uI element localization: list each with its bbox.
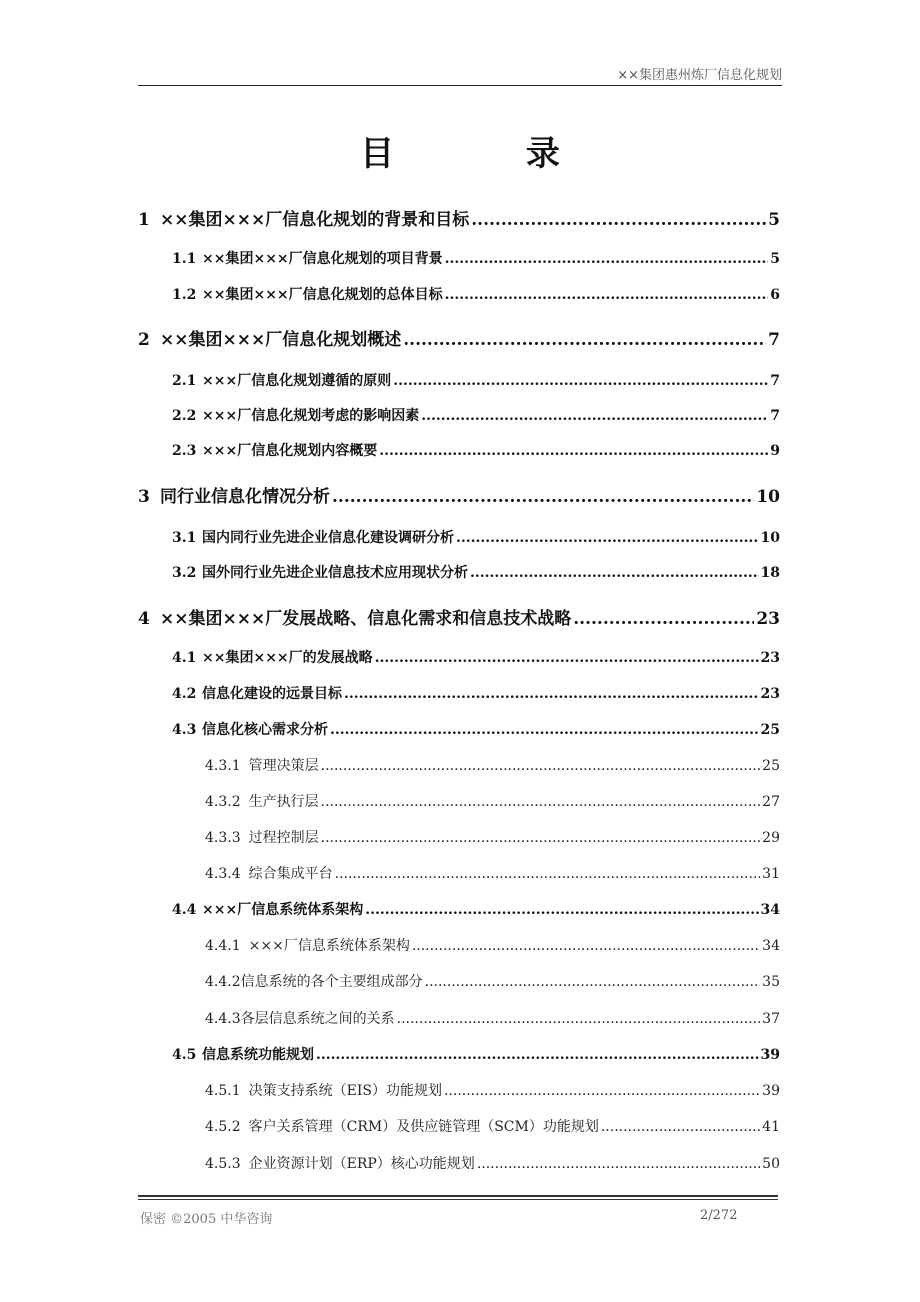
toc-entry-page-number: 27	[762, 794, 780, 810]
toc-entry-number: 2.1	[172, 373, 197, 389]
toc-entry-title: 企业资源计划（ERP）核心功能规划	[248, 1156, 475, 1172]
toc-entry[interactable]	[172, 1044, 780, 1064]
toc-entry-title: ××集团×××厂信息化规划的总体目标	[202, 287, 443, 303]
toc-entry-number: 1	[138, 210, 150, 230]
toc-entry-page-number: 9	[770, 443, 780, 459]
toc-dot-leader	[470, 565, 759, 581]
toc-entry-page-number: 50	[762, 1156, 780, 1172]
toc-entry-page-number: 35	[762, 974, 780, 990]
toc-dot-leader	[344, 686, 759, 702]
toc-entry-title: 决策支持系统（EIS）功能规划	[248, 1083, 442, 1099]
toc-dot-leader	[444, 1083, 760, 1099]
toc-dot-leader	[471, 210, 766, 230]
toc-dot-leader	[321, 794, 761, 810]
toc-entry-page-number: 6	[770, 287, 780, 303]
toc-entry-number: 4.3.4	[205, 866, 241, 882]
toc-entry-title: 信息系统的各个主要组成部分	[240, 974, 423, 990]
toc-entry[interactable]	[172, 683, 780, 703]
toc-entry-title: 生产执行层	[248, 794, 319, 810]
toc-title: 目 录	[360, 134, 620, 174]
header-divider	[138, 85, 782, 86]
toc-dot-leader	[412, 938, 760, 954]
toc-dot-leader	[397, 1011, 761, 1027]
toc-entry-number: 2.2	[172, 408, 197, 424]
toc-entry-title: 国外同行业先进企业信息技术应用现状分析	[202, 565, 468, 581]
toc-entry[interactable]	[172, 899, 780, 919]
toc-entry-title: ×××厂信息化规划遵循的原则	[202, 373, 392, 389]
toc-entry[interactable]	[205, 863, 780, 883]
toc-entry-title: 信息化核心需求分析	[202, 722, 328, 738]
toc-entry-number: 3.2	[172, 565, 197, 581]
footer-divider-thin	[138, 1199, 778, 1200]
toc-entry[interactable]	[138, 604, 780, 629]
toc-entry-title: 各层信息系统之间的关系	[240, 1011, 395, 1027]
toc-entry-number: 4.4.3	[205, 1011, 241, 1027]
toc-entry-number: 4.3.1	[205, 758, 241, 774]
toc-entry-number: 4	[138, 609, 150, 629]
toc-entry[interactable]	[172, 719, 780, 739]
toc-dot-leader	[321, 830, 761, 846]
toc-entry-page-number: 29	[762, 830, 780, 846]
toc-entry-page-number: 23	[760, 686, 780, 702]
toc-entry[interactable]	[205, 827, 780, 847]
toc-entry-number: 4.5.2	[205, 1119, 241, 1135]
toc-entry[interactable]	[172, 405, 780, 425]
toc-entry[interactable]	[205, 755, 780, 775]
toc-entry[interactable]	[172, 248, 780, 268]
toc-entry-page-number: 10	[760, 530, 780, 546]
toc-entry-page-number: 10	[756, 487, 780, 507]
toc-entry-page-number: 18	[760, 565, 780, 581]
toc-entry-number: 4.3	[172, 722, 197, 738]
toc-entry-page-number: 37	[762, 1011, 780, 1027]
toc-entry-page-number: 5	[770, 251, 780, 267]
header-title: ××集团惠州炼厂信息化规划	[617, 68, 782, 83]
toc-entry-title: ×××厂信息系统体系架构	[202, 902, 364, 918]
toc-dot-leader	[375, 650, 759, 666]
toc-entry-title: 信息化建设的远景目标	[202, 686, 342, 702]
toc-entry[interactable]	[172, 284, 780, 304]
toc-entry-number: 4.3.3	[205, 830, 241, 846]
toc-entry-number: 4.4	[172, 902, 197, 918]
toc-entry-title: 信息系统功能规划	[202, 1047, 314, 1063]
toc-entry-number: 4.4.1	[205, 938, 241, 954]
toc-dot-leader	[421, 408, 768, 424]
toc-entry[interactable]	[172, 647, 780, 667]
toc-entry[interactable]	[172, 440, 780, 460]
toc-dot-leader	[335, 866, 761, 882]
toc-entry[interactable]	[172, 527, 780, 547]
toc-entry-title: ××集团×××厂信息化规划概述	[160, 330, 402, 350]
toc-entry-number: 3	[138, 487, 150, 507]
toc-dot-leader	[332, 487, 754, 507]
toc-entry-title: 综合集成平台	[248, 866, 333, 882]
toc-dot-leader	[321, 758, 761, 774]
toc-entry-number: 1.1	[172, 251, 197, 267]
toc-entry-page-number: 39	[762, 1083, 780, 1099]
toc-dot-leader	[330, 722, 759, 738]
toc-dot-leader	[316, 1047, 759, 1063]
toc-entry-page-number: 39	[760, 1047, 780, 1063]
toc-entry-page-number: 25	[762, 758, 780, 774]
toc-entry-page-number: 7	[768, 330, 780, 350]
toc-entry-title: ××集团×××厂信息化规划的背景和目标	[160, 210, 470, 230]
toc-entry-title: 国内同行业先进企业信息化建设调研分析	[202, 530, 454, 546]
toc-entry-title: ××集团×××厂发展战略、信息化需求和信息技术战略	[160, 609, 572, 629]
toc-dot-leader	[445, 287, 769, 303]
toc-entry[interactable]	[205, 1116, 780, 1136]
toc-entry[interactable]	[172, 370, 780, 390]
footer-confidential-note: 保密 ©2005 中华咨询	[140, 1212, 273, 1227]
toc-entry-title: ××集团×××厂的发展战略	[202, 650, 373, 666]
toc-entry-page-number: 7	[770, 373, 780, 389]
toc-entry-page-number: 25	[760, 722, 780, 738]
toc-entry-page-number: 31	[762, 866, 780, 882]
footer-divider-thick	[138, 1195, 778, 1197]
toc-dot-leader	[477, 1156, 760, 1172]
toc-entry[interactable]	[205, 971, 780, 991]
toc-entry[interactable]	[172, 562, 780, 582]
toc-entry[interactable]	[138, 325, 780, 350]
toc-dot-leader	[365, 902, 758, 918]
toc-entry-page-number: 34	[760, 902, 780, 918]
toc-entry-title: 管理决策层	[248, 758, 319, 774]
toc-entry-page-number: 41	[762, 1119, 780, 1135]
toc-entry-title: ×××厂信息化规划考虑的影响因素	[202, 408, 420, 424]
toc-entry[interactable]	[138, 482, 780, 507]
toc-entry[interactable]	[205, 935, 780, 955]
toc-entry-number: 4.4.2	[205, 974, 241, 990]
toc-entry[interactable]	[205, 1008, 780, 1028]
toc-dot-leader	[456, 530, 759, 546]
toc-entry-page-number: 5	[768, 210, 780, 230]
toc-dot-leader	[403, 330, 766, 350]
toc-entry-number: 4.5	[172, 1047, 197, 1063]
toc-entry[interactable]	[205, 1153, 780, 1173]
toc-entry-title: 客户关系管理（CRM）及供应链管理（SCM）功能规划	[248, 1119, 599, 1135]
footer-page-indicator: 2/272	[700, 1208, 738, 1223]
toc-entry-number: 2.3	[172, 443, 197, 459]
toc-entry-page-number: 34	[762, 938, 780, 954]
toc-entry-number: 3.1	[172, 530, 197, 546]
toc-entry-number: 2	[138, 330, 150, 350]
toc-entry-page-number: 7	[770, 408, 780, 424]
toc-entry-title: ×××厂信息化规划内容概要	[202, 443, 378, 459]
toc-entry-number: 4.3.2	[205, 794, 241, 810]
toc-entry-number: 1.2	[172, 287, 197, 303]
toc-entry-title: 同行业信息化情况分析	[160, 487, 330, 507]
toc-entry[interactable]	[205, 1080, 780, 1100]
toc-entry-page-number: 23	[760, 650, 780, 666]
toc-dot-leader	[445, 251, 769, 267]
toc-entry-title: 过程控制层	[248, 830, 319, 846]
toc-entry-title: ××集团×××厂信息化规划的项目背景	[202, 251, 443, 267]
toc-entry-number: 4.2	[172, 686, 197, 702]
toc-dot-leader	[393, 373, 768, 389]
toc-dot-leader	[601, 1119, 760, 1135]
toc-entry[interactable]	[138, 205, 780, 230]
toc-entry-title: ×××厂信息系统体系架构	[248, 938, 410, 954]
toc-dot-leader	[379, 443, 768, 459]
toc-dot-leader	[425, 974, 761, 990]
toc-entry[interactable]	[205, 791, 780, 811]
toc-entry-number: 4.5.1	[205, 1083, 241, 1099]
toc-entry-number: 4.1	[172, 650, 197, 666]
toc-entry-page-number: 23	[756, 609, 780, 629]
toc-dot-leader	[573, 609, 754, 629]
toc-entry-number: 4.5.3	[205, 1156, 241, 1172]
